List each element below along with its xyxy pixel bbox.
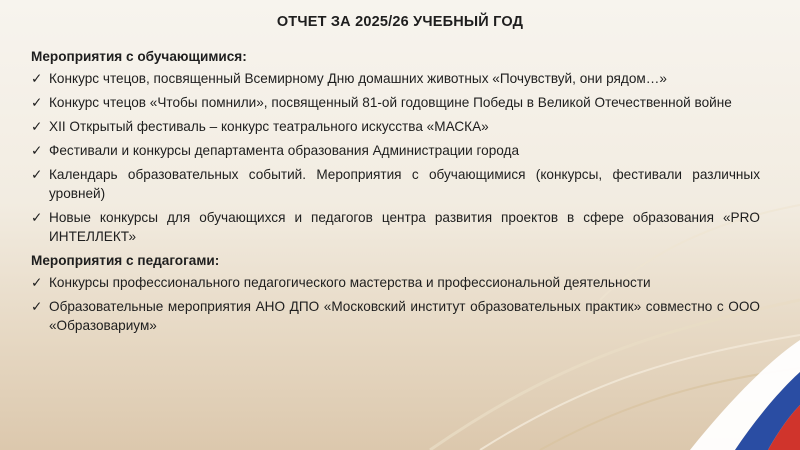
list-item-text: Новые конкурсы для обучающихся и педагогов центра развития проектов в сфере образования «PRO ИНТЕЛЛЕКТ» (49, 210, 760, 244)
list-item (31, 273, 760, 292)
list-item (31, 208, 760, 246)
slide-content (31, 47, 760, 340)
list-item-text: Конкурс чтецов «Чтобы помнили», посвященный 81-ой годовщине Победы в Великой Отечественной войне (49, 95, 732, 110)
check-mark-icon: ✓ (31, 210, 43, 225)
list-item-text: Фестивали и конкурсы департамента образования Администрации города (49, 143, 520, 158)
check-mark-icon: ✓ (31, 299, 43, 314)
list-item-text: Образовательные мероприятия АНО ДПО «Московский институт образовательных практик» совместно с ООО «Образовариум» (49, 299, 760, 333)
check-mark-icon: ✓ (31, 167, 43, 182)
list-item (31, 93, 760, 112)
slide-title: ОТЧЕТ ЗА 2025/26 УЧЕБНЫЙ ГОД (276, 14, 524, 30)
students-events-list (31, 69, 760, 246)
list-item-text: Конкурс чтецов, посвященный Всемирному Дню домашних животных «Почувствуй, они рядом…» (49, 71, 667, 86)
section-heading-students: Мероприятия с обучающимися: (31, 49, 247, 64)
list-item-text: XII Открытый фестиваль – конкурс театрального искусства «МАСКА» (49, 119, 489, 134)
list-item (31, 117, 760, 136)
check-mark-icon: ✓ (31, 143, 43, 158)
list-item (31, 141, 760, 160)
list-item (31, 165, 760, 203)
list-item (31, 297, 760, 335)
check-mark-icon: ✓ (31, 119, 43, 134)
list-item-text: Календарь образовательных событий. Мероприятия с обучающимися (конкурсы, фестивали различных уровней) (49, 167, 760, 201)
list-item-text: Конкурсы профессионального педагогического мастерства и профессиональной деятельности (49, 275, 651, 290)
check-mark-icon: ✓ (31, 71, 43, 86)
check-mark-icon: ✓ (31, 275, 43, 290)
list-item (31, 69, 760, 88)
section-heading-teachers: Мероприятия с педагогами: (31, 253, 220, 268)
check-mark-icon: ✓ (31, 95, 43, 110)
teachers-events-list (31, 273, 760, 335)
